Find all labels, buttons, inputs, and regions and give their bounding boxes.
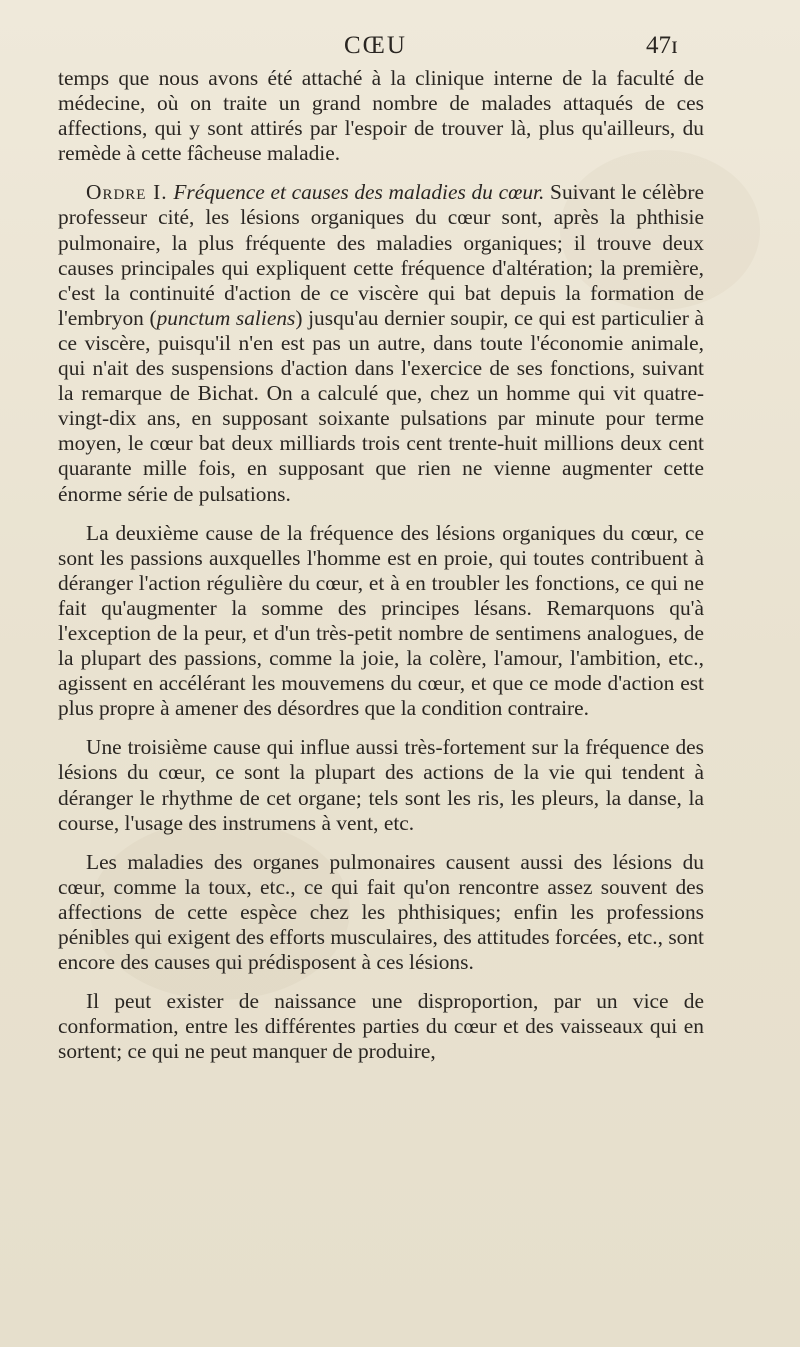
paragraph: Il peut exister de naissance une disproportion, par un vice de conformation, entre les différentes parties du cœur et des vaisseaux qui en sortent; ce qui ne peut manquer de produire, <box>58 989 704 1064</box>
section-paragraph <box>58 180 704 506</box>
body-text <box>58 66 704 1064</box>
page-number: 47ɪ <box>646 32 678 59</box>
page-header <box>0 32 800 66</box>
paragraph: La deuxième cause de la fréquence des lésions organiques du cœur, ce sont les passions auxquelles l'homme est en proie, qui toutes contribuent à déranger l'action régulière du cœur, et à en troubler les fonctions, ce qui ne fait qu'augmenter la somme des principes lésans. Remarquons qu'à l'exception de la peur, et d'un très-petit nombre de sentimens analogues, de la plupart des passions, comme la joie, la colère, l'amour, l'ambition, etc., agissent en accélérant les mouvemens du cœur, et que ce mode d'action est plus propre à amener des désordres que la condition contraire. <box>58 520 704 721</box>
paragraph: Une troisième cause qui influe aussi très-fortement sur la fréquence des lésions du cœur, ce sont la plupart des actions de la vie qui tendent à déranger le rhythme de cet organe; tels sont les ris, les pleurs, la danse, la course, l'usage des instrumens à vent, etc. <box>58 735 704 835</box>
latin-term: punctum saliens <box>156 305 296 330</box>
section-label: Ordre I. <box>86 180 168 205</box>
paragraph-text: ) jusqu'au dernier soupir, ce qui est particulier à ce viscère, puisqu'il n'en est pas un autre, dans toute l'économie animale, qui n'ait des suspensions d'action dans l'exercice de ses fonctions, suivant la remarque de Bichat. On a calculé que, chez un homme qui vit quatre-vingt-dix ans, en supposant soixante pulsations par minute pour terme moyen, le cœur bat deux milliards trois cent trente-huit millions deux cent quarante mille fois, en supposant que rien ne vienne augmenter cette énorme série de pulsations. <box>58 305 705 506</box>
running-title: CŒU <box>344 32 407 59</box>
paragraph: Les maladies des organes pulmonaires causent aussi des lésions du cœur, comme la toux, etc., ce qui fait qu'on rencontre assez souvent des affections de cette espèce chez les phthisiques; enfin les professions pénibles qui exigent des efforts musculaires, des attitudes forcées, etc., sont encore des causes qui prédisposent à ces lésions. <box>58 849 704 975</box>
paragraph-text: Suivant le célèbre professeur cité, les lésions organiques du cœur sont, après la phthisie pulmonaire, la plus fréquente des maladies organiques; il trouve deux causes principales qui expliquent cette fréquence d'altération; la première, c'est la continuité d'action de ce viscère qui bat depuis la formation de l'embryon ( <box>58 180 704 330</box>
paragraph: temps que nous avons été attaché à la clinique interne de la faculté de médecine, où on traite un grand nombre de malades attaqués de ces affections, qui y sont attirés par l'espoir de trouver là, plus qu'ailleurs, du remède à cette fâcheuse maladie. <box>58 66 704 166</box>
section-title: Fréquence et causes des maladies du cœur. <box>173 180 545 205</box>
